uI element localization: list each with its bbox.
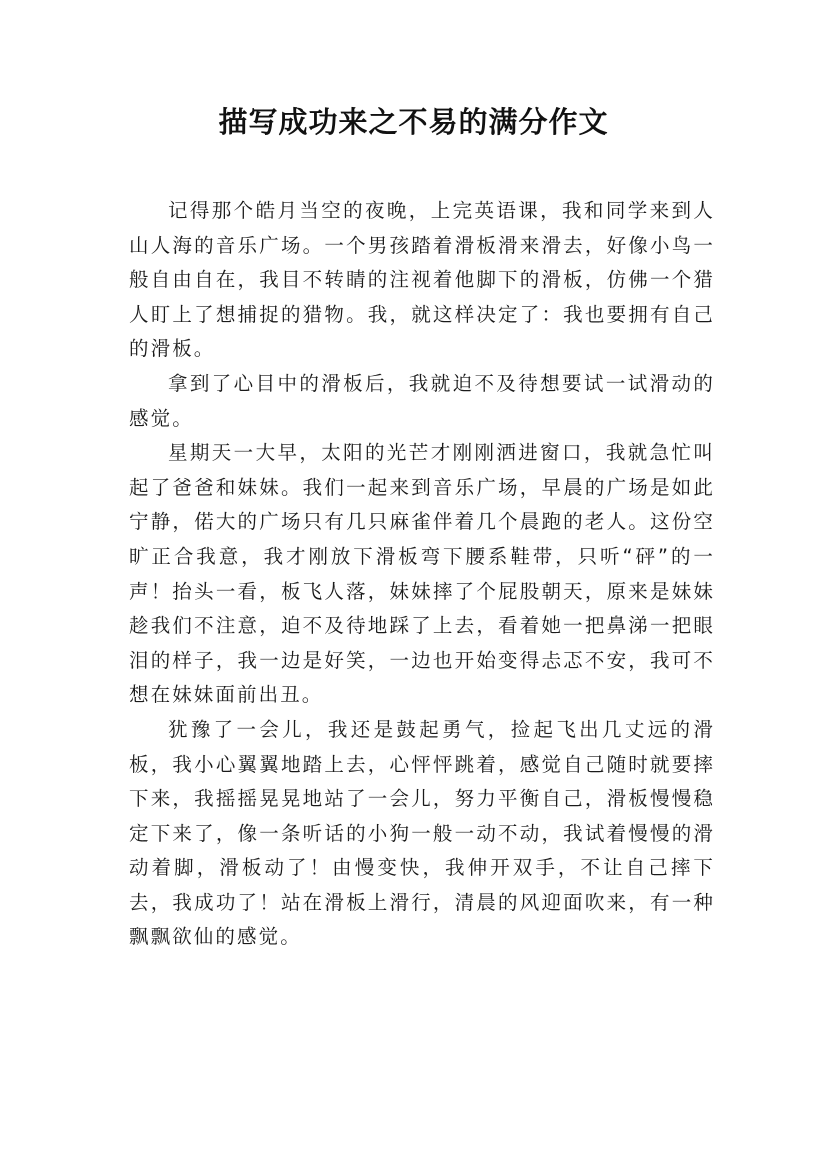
paragraph-4: 犹豫了一会儿，我还是鼓起勇气，捡起飞出几丈远的滑板，我小心翼翼地踏上去，心怦怦跳着，感觉自己随时就要摔下来，我摇摇晃晃地站了一会儿，努力平衡自己，滑板慢慢稳定下来了，像一条听话的小狗一般一动不动，我试着慢慢的滑动着脚，滑板动了！由慢变快，我伸开双手，不让自己摔下去，我成功了！站在滑板上滑行，清晨的风迎面吹来，有一种飘飘欲仙的感觉。 [129, 717, 715, 949]
paragraph-2: 拿到了心目中的滑板后，我就迫不及待想要试一试滑动的感觉。 [129, 371, 715, 430]
paragraph-3: 星期天一大早，太阳的光芒才刚刚洒进窗口，我就急忙叫起了爸爸和妹妹。我们一起来到音乐广场，早晨的广场是如此宁静，偌大的广场只有几只麻雀伴着几个晨跑的老人。这份空旷正合我意，我才刚放下滑板弯下腰系鞋带，只听“砰”的一声！抬头一看，板飞人落，妹妹摔了个屁股朝天，原来是妹妹趁我们不注意，迫不及待地踩了上去，看着她一把鼻涕一把眼泪的样子，我一边是好笑，一边也开始变得忐忑不安，我可不想在妹妹面前出丑。 [129, 441, 715, 707]
paragraph-1: 记得那个皓月当空的夜晚，上完英语课，我和同学来到人山人海的音乐广场。一个男孩踏着滑板滑来滑去，好像小鸟一般自由自在，我目不转睛的注视着他脚下的滑板，仿佛一个猎人盯上了想捕捉的猎物。我，就这样决定了：我也要拥有自己的滑板。 [129, 199, 715, 361]
document-body [129, 194, 715, 955]
document-title: 描写成功来之不易的满分作文 [218, 105, 609, 139]
